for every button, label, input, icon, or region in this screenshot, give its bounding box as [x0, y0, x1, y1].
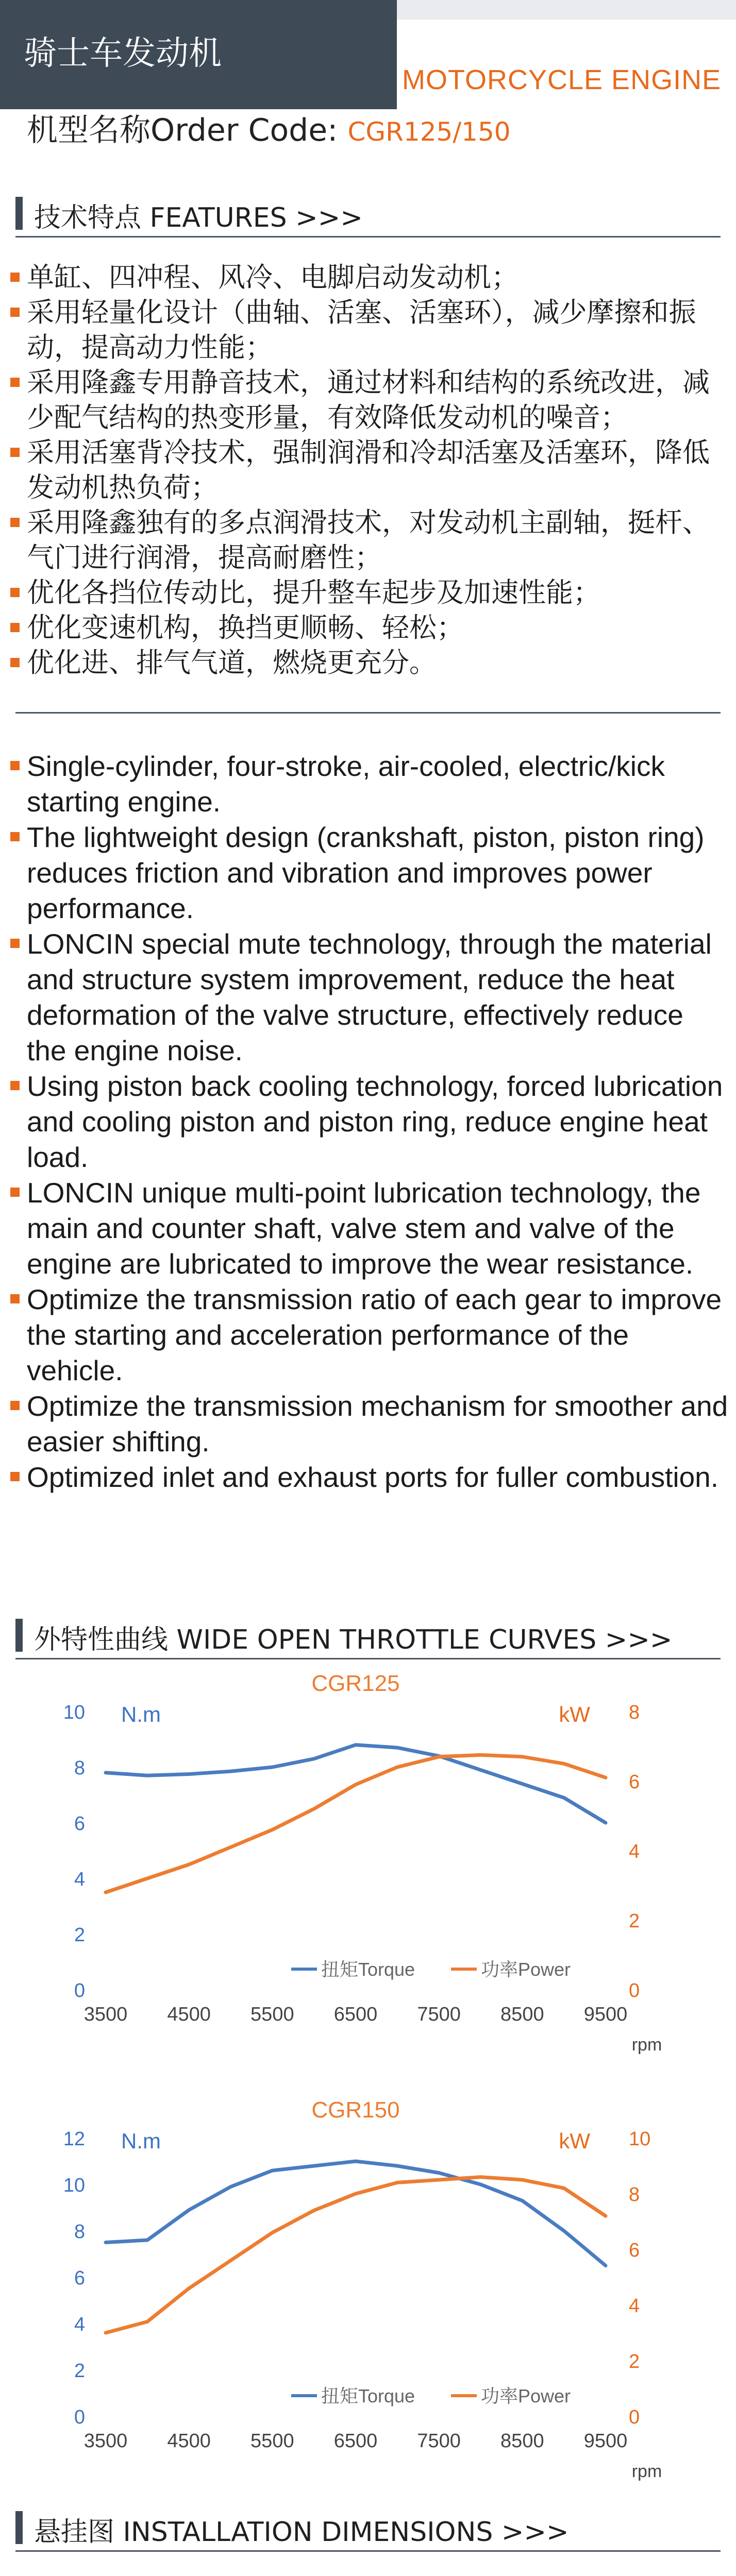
y-tick-left: 2 — [74, 1924, 85, 1946]
curves-title: 外特性曲线 WIDE OPEN THROTTLE CURVES >>> — [34, 1624, 673, 1655]
feature-item — [9, 505, 728, 575]
feature-text: 单缸、四冲程、风冷、电脚启动发动机； — [27, 262, 518, 293]
feature-item — [9, 611, 728, 646]
feature-item — [9, 1282, 728, 1388]
bullet-icon — [10, 658, 20, 667]
chart-cgr150 — [0, 2097, 736, 2509]
feature-item — [9, 1175, 728, 1282]
series-line-power — [106, 2177, 606, 2333]
y-tick-left: 12 — [63, 2128, 85, 2150]
y-tick-left: 6 — [74, 1813, 85, 1835]
section-rule — [15, 1658, 721, 1659]
series-line-torque — [106, 2161, 606, 2266]
chart-svg — [0, 2097, 736, 2509]
installation-section-header — [0, 2504, 736, 2555]
y-tick-right: 2 — [629, 2351, 640, 2372]
chart-cgr125 — [0, 1665, 736, 2093]
y-tick-left: 8 — [74, 1757, 85, 1779]
bullet-icon — [10, 518, 20, 527]
feature-item — [9, 435, 728, 505]
legend-label: 功率Power — [481, 1959, 571, 1980]
y-tick-right: 0 — [629, 2406, 640, 2428]
section-rule — [15, 2550, 721, 2552]
installation-title: 悬挂图 INSTALLATION DIMENSIONS >>> — [34, 2517, 569, 2548]
feature-text: Optimize the transmission mechanism for smoother and easier shifting. — [27, 1390, 728, 1458]
feature-text: 采用活塞背冷技术，强制润滑和冷却活塞及活塞环，降低发动机热负荷； — [27, 437, 710, 503]
x-tick: 4500 — [167, 2430, 211, 2452]
model-label: 机型名称Order Code: — [27, 112, 348, 148]
feature-text: Single-cylinder, four-stroke, air-cooled, electric/kick starting engine. — [27, 750, 665, 818]
divider — [15, 712, 721, 714]
bullet-icon — [10, 623, 20, 632]
bullet-icon — [10, 378, 20, 387]
header-banner — [0, 0, 397, 109]
bullet-icon — [10, 308, 20, 317]
section-rule — [15, 236, 721, 238]
feature-item — [9, 749, 728, 820]
chart-title: CGR125 — [311, 1671, 400, 1696]
bullet-icon — [10, 1294, 20, 1303]
y-tick-right: 2 — [629, 1910, 640, 1932]
y-tick-right: 6 — [629, 1771, 640, 1793]
y-tick-right: 4 — [629, 1841, 640, 1862]
model-line — [27, 106, 511, 150]
section-marker — [15, 2511, 23, 2544]
features-list-cn — [9, 260, 728, 681]
feature-text: Optimize the transmission ratio of each gear to improve the starting and acceleration performance of the vehicle. — [27, 1283, 722, 1386]
features-list-en — [9, 749, 728, 1495]
y-tick-left: 0 — [74, 2406, 85, 2428]
y-tick-right: 8 — [629, 1702, 640, 1723]
feature-text: LONCIN unique multi-point lubrication technology, the main and counter shaft, valve stem and valve of the engine are lubricated to improve the wear resistance. — [27, 1177, 701, 1280]
feature-text: LONCIN special mute technology, through the material and structure system improvement, reduce the heat deformation of the valve structure, effectively reduce the engine noise. — [27, 928, 712, 1066]
left-axis-label: N.m — [121, 1702, 161, 1726]
feature-item — [9, 1460, 728, 1495]
feature-text: 采用隆鑫独有的多点润滑技术，对发动机主副轴，挺杆、气门进行润滑，提高耐磨性； — [27, 507, 710, 573]
y-tick-left: 2 — [74, 2360, 85, 2382]
bullet-icon — [10, 273, 20, 282]
y-tick-left: 6 — [74, 2267, 85, 2289]
bullet-icon — [10, 832, 20, 841]
x-tick: 9500 — [583, 2004, 628, 2025]
feature-text: 优化变速机构，换挡更顺畅、轻松； — [27, 612, 464, 643]
y-tick-left: 10 — [63, 1702, 85, 1723]
x-tick: 6500 — [333, 2430, 378, 2452]
engine-drawing — [0, 2571, 736, 2576]
x-axis-label: rpm — [631, 2462, 662, 2481]
feature-text: 优化各挡位传动比，提升整车起步及加速性能； — [27, 577, 600, 608]
x-tick: 4500 — [167, 2004, 211, 2025]
feature-item — [9, 365, 728, 435]
feature-item — [9, 1388, 728, 1460]
left-axis-label: N.m — [121, 2129, 161, 2153]
right-axis-label: kW — [559, 2129, 590, 2153]
feature-item — [9, 1069, 728, 1175]
right-axis-label: kW — [559, 1702, 590, 1726]
legend-label: 扭矩Torque — [321, 1959, 415, 1980]
feature-text: 采用隆鑫专用静音技术，通过材料和结构的系统改进，减少配气结构的热变形量，有效降低发动机的噪音； — [27, 367, 710, 433]
x-tick: 3500 — [83, 2430, 128, 2452]
bullet-icon — [10, 1081, 20, 1090]
x-tick: 3500 — [83, 2004, 128, 2025]
feature-item — [9, 820, 728, 926]
feature-item — [9, 260, 728, 295]
page-title-cn: 骑士车发动机 — [24, 35, 222, 73]
feature-item — [9, 295, 728, 365]
feature-text: Using piston back cooling technology, forced lubrication and cooling piston and piston ring, reduce engine heat load. — [27, 1070, 723, 1173]
bullet-icon — [10, 761, 20, 770]
features-section-header — [0, 190, 736, 241]
y-tick-right: 4 — [629, 2295, 640, 2317]
bullet-icon — [10, 1472, 20, 1481]
section-marker — [15, 1619, 23, 1652]
page-title-en: MOTORCYCLE ENGINE — [402, 64, 722, 95]
bullet-icon — [10, 1401, 20, 1410]
chart-title: CGR150 — [311, 2097, 400, 2123]
feature-text: 采用轻量化设计（曲轴、活塞、活塞环），减少摩擦和振动，提高动力性能； — [27, 297, 696, 363]
y-tick-right: 10 — [629, 2128, 651, 2150]
y-tick-left: 4 — [74, 1869, 85, 1890]
y-tick-right: 0 — [629, 1980, 640, 2002]
x-axis-label: rpm — [631, 2035, 662, 2055]
legend-label: 扭矩Torque — [321, 2385, 415, 2406]
feature-item — [9, 926, 728, 1069]
feature-text: The lightweight design (crankshaft, piston, piston ring) reduces friction and vibration and improves power performance. — [27, 821, 705, 924]
engine-line-drawing — [0, 2571, 736, 2576]
bullet-icon — [10, 448, 20, 457]
x-tick: 5500 — [250, 2430, 294, 2452]
x-tick: 7500 — [417, 2430, 461, 2452]
bullet-icon — [10, 939, 20, 948]
x-tick: 6500 — [333, 2004, 378, 2025]
feature-text: 优化进、排气气道，燃烧更充分。 — [27, 647, 437, 679]
bullet-icon — [10, 1188, 20, 1197]
y-tick-left: 0 — [74, 1980, 85, 2002]
model-code: CGR125/150 — [347, 117, 511, 147]
y-tick-left: 8 — [74, 2221, 85, 2243]
chart-svg — [0, 1665, 736, 2093]
features-title: 技术特点 FEATURES >>> — [34, 202, 363, 233]
feature-item — [9, 646, 728, 681]
feature-text: Optimized inlet and exhaust ports for fuller combustion. — [27, 1461, 719, 1493]
x-tick: 7500 — [417, 2004, 461, 2025]
x-tick: 8500 — [500, 2004, 544, 2025]
x-tick: 9500 — [583, 2430, 628, 2452]
legend-label: 功率Power — [481, 2385, 571, 2406]
curves-section-header — [0, 1612, 736, 1663]
bullet-icon — [10, 588, 20, 597]
section-marker — [15, 197, 23, 230]
x-tick: 5500 — [250, 2004, 294, 2025]
feature-item — [9, 575, 728, 611]
y-tick-right: 8 — [629, 2184, 640, 2206]
y-tick-left: 4 — [74, 2314, 85, 2335]
x-tick: 8500 — [500, 2430, 544, 2452]
y-tick-right: 6 — [629, 2240, 640, 2261]
y-tick-left: 10 — [63, 2175, 85, 2196]
